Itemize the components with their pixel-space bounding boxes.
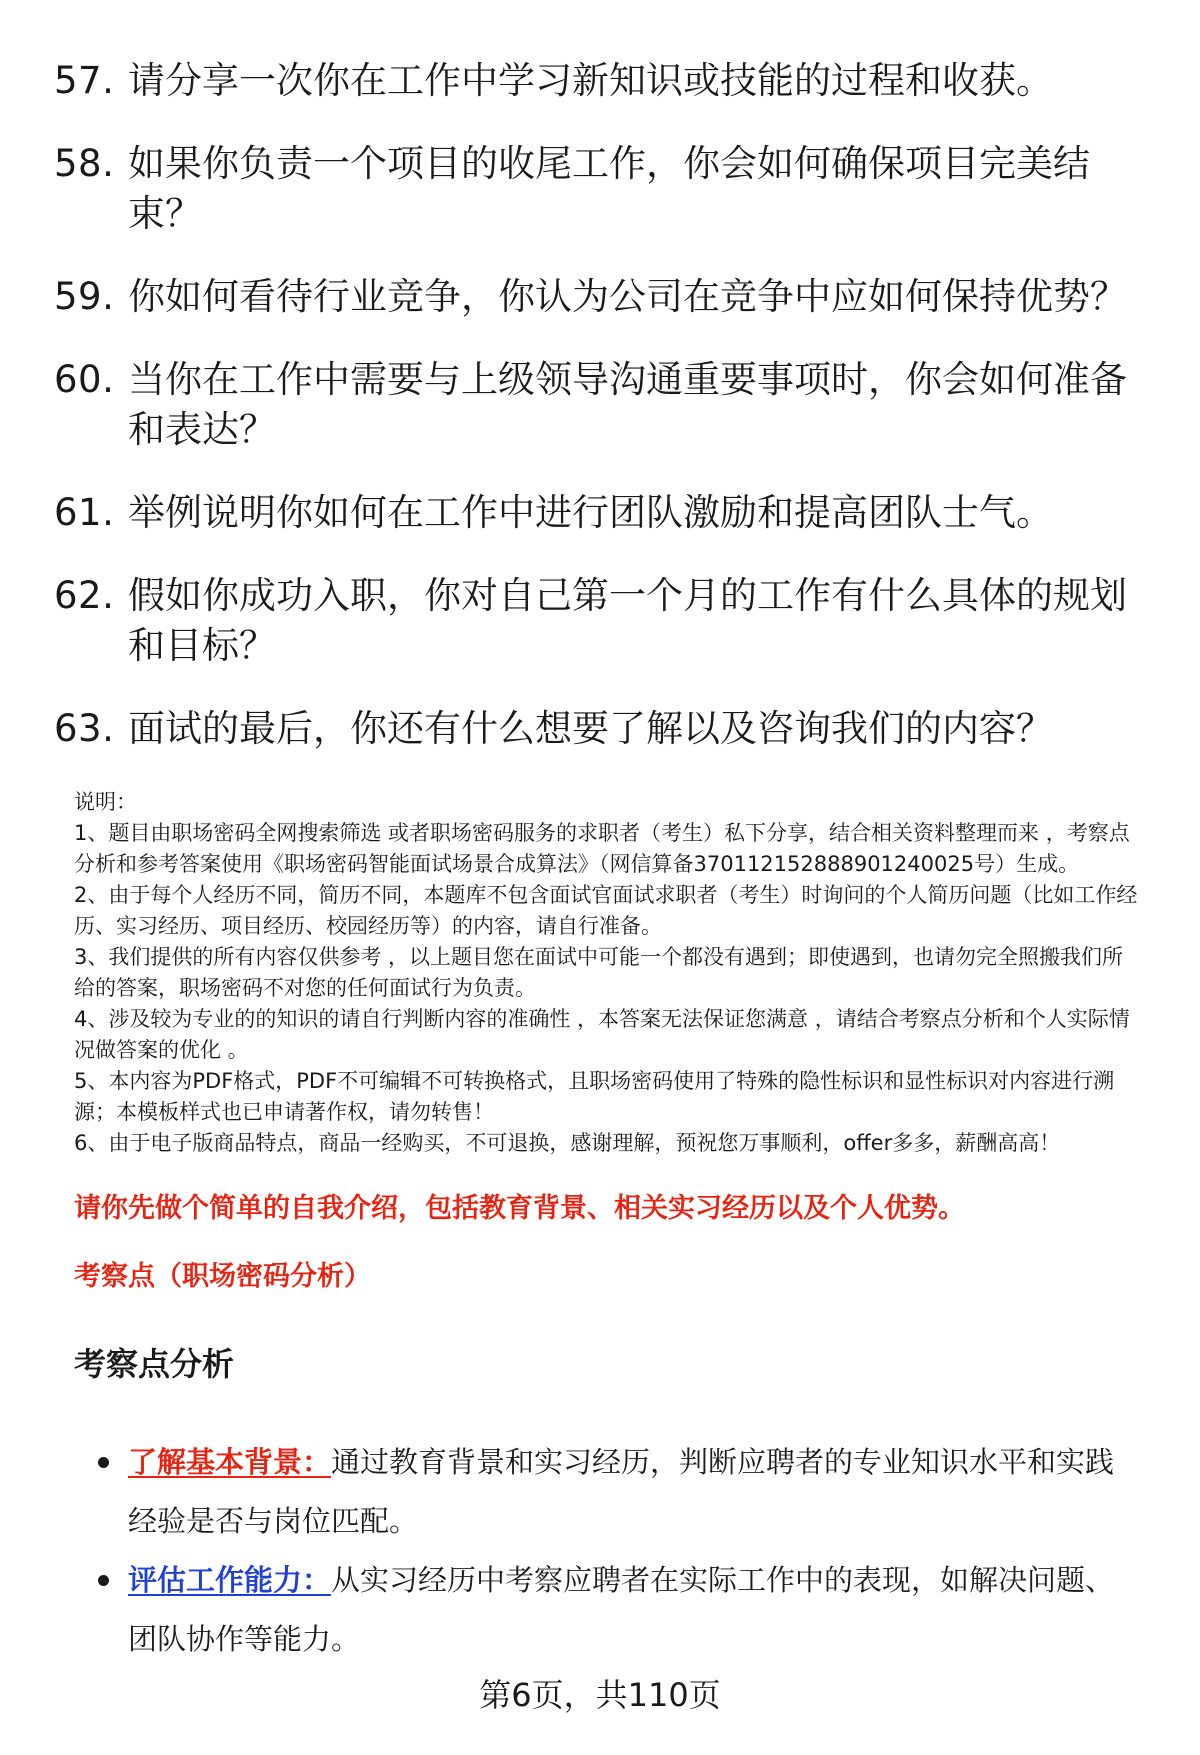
question-item — [54, 56, 1140, 106]
analysis-bullet — [54, 1551, 1140, 1669]
question-text: 请分享一次你在工作中学习新知识或技能的过程和收获。 — [128, 59, 1053, 102]
analysis-bullet-list — [54, 1433, 1140, 1669]
interview-question-heading: 请你先做个简单的自我介绍，包括教育背景、相关实习经历以及个人优势。 — [74, 1193, 965, 1224]
analysis-bullet — [54, 1433, 1140, 1551]
question-number: 61. — [54, 491, 115, 534]
question-item — [54, 704, 1140, 754]
question-item — [54, 139, 1140, 239]
question-number: 62. — [54, 574, 115, 617]
note-item: 5、本内容为PDF格式，PDF不可编辑不可转换格式，且职场密码使用了特殊的隐性标识和显性标识对内容进行溯源；本模板样式也已申请著作权，请勿转售！ — [74, 1069, 1115, 1124]
bullet-dot-icon — [98, 1575, 109, 1586]
bullet-key: 评估工作能力： — [128, 1563, 332, 1597]
question-list — [54, 56, 1140, 754]
question-text: 面试的最后，你还有什么想要了解以及咨询我们的内容？ — [128, 707, 1053, 750]
page-footer: 第6页，共110页 — [479, 1676, 721, 1714]
bullet-key: 了解基本背景： — [128, 1445, 332, 1479]
notes-heading: 说明： — [74, 790, 137, 814]
note-item: 6、由于电子版商品特点，商品一经购买，不可退换，感谢理解，预祝您万事顺利，offer多多，薪酬高高！ — [74, 1131, 1061, 1155]
question-text: 当你在工作中需要与上级领导沟通重要事项时，你会如何准备和表达？ — [128, 358, 1127, 451]
question-item — [54, 571, 1140, 671]
bullet-text: 通过教育背景和实习经历，判断应聘者的专业知识水平和实践经验是否与岗位匹配。 — [128, 1445, 1115, 1538]
bullet-dot-icon — [98, 1457, 109, 1468]
question-text: 你如何看待行业竞争，你认为公司在竞争中应如何保持优势？ — [128, 275, 1127, 318]
question-item — [54, 355, 1140, 455]
question-number: 63. — [54, 707, 115, 750]
note-item: 4、涉及较为专业的的知识的请自行判断内容的准确性 ，本答案无法保证您满意 ，请结合考察点分析和个人实际情况做答案的优化 。 — [74, 1007, 1130, 1062]
analysis-title: 考察点分析 — [74, 1345, 235, 1383]
question-text: 如果你负责一个项目的收尾工作，你会如何确保项目完美结束？ — [128, 142, 1090, 235]
question-item — [54, 272, 1140, 322]
note-item: 2、由于每个人经历不同，简历不同，本题库不包含面试官面试求职者（考生）时询问的个人简历问题（比如工作经历、实习经历、项目经历、校园经历等）的内容，请自行准备。 — [74, 883, 1138, 938]
question-item — [54, 488, 1140, 538]
question-text: 举例说明你如何在工作中进行团队激励和提高团队士气。 — [128, 491, 1053, 534]
note-item: 1、题目由职场密码全网搜索筛选 或者职场密码服务的求职者（考生）私下分享，结合相关资料整理而来 ，考察点分析和参考答案使用《职场密码智能面试场景合成算法》（网信算备370112152888901240025号）生成。 — [74, 821, 1130, 876]
question-number: 60. — [54, 358, 115, 401]
question-number: 58. — [54, 142, 115, 185]
exam-point-label: 考察点（职场密码分析） — [74, 1261, 371, 1292]
question-number: 59. — [54, 275, 115, 318]
question-text: 假如你成功入职，你对自己第一个月的工作有什么具体的规划和目标？ — [128, 574, 1127, 667]
note-item: 3、我们提供的所有内容仅供参考 ，以上题目您在面试中可能一个都没有遇到；即使遇到，也请勿完全照搬我们所给的答案，职场密码不对您的任何面试行为负责。 — [74, 945, 1124, 1000]
question-number: 57. — [54, 59, 115, 102]
notes-section — [54, 787, 1140, 1159]
bullet-text: 从实习经历中考察应聘者在实际工作中的表现，如解决问题、团队协作等能力。 — [128, 1563, 1115, 1656]
